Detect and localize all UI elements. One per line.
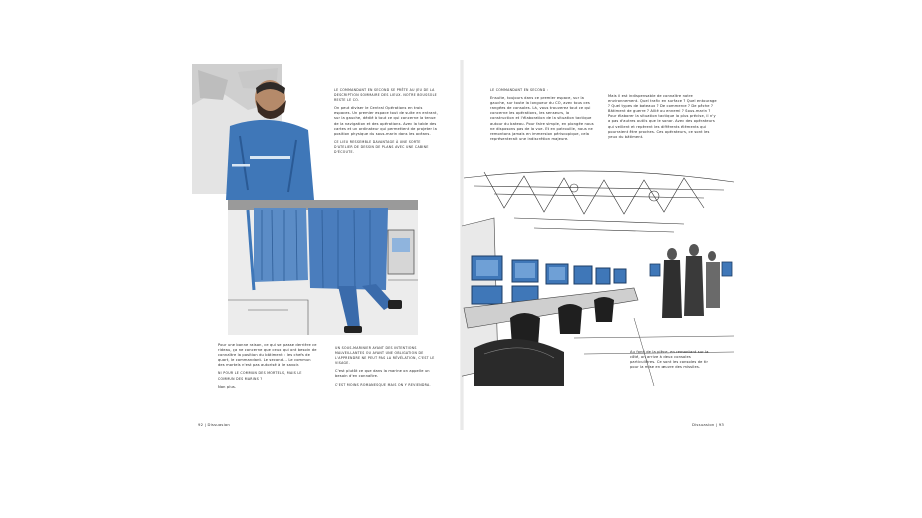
right-bottom-body: Au fond de la pièce, en remontant sur la côté, on arrive à deux consoles particulières. Ce sont les consoles de tir pour la mise en œuvre des missiles. — [630, 350, 709, 370]
right-bottom-text — [630, 350, 714, 373]
right-top-right-body: Mais il est indispensable de connaître notre environnement. Quel trafic en surface ? Quel entourage ? Quel types de bateaux ? De commerce ? De pêche ? Bâtiment de guerre ? Allié ou ennemi ? Sous-marin ? Pour élaborer la situation tactique la plus précise, il n'y a pas d'autres outils que le sonar. Avec des opérateurs qui veillent et repèrent les différents éléments qui pourraient être proches. Ces opérateurs, ce sont les yeux du bâtiment. — [608, 94, 717, 139]
left-folio-title: Dissuasion — [207, 422, 230, 427]
left-folio: 92 | Dissuasion — [198, 422, 230, 427]
right-top-right-text — [608, 94, 718, 143]
left-folio-number: 92 — [198, 422, 204, 427]
intro-body: On peut diviser le Central Opérations en trois espaces. Un premier espace tout de suite en entrant, sur la gauche, dédié à tout ce qui concerne la tenue de la navigation et des opérations. Avec la table des cartes et un ordinateur qui permettent de projeter la position physique du sous-marin dans les océans. — [334, 106, 438, 136]
bottom-short: Non plus. — [218, 384, 237, 389]
right-page — [462, 60, 736, 430]
left-page — [188, 60, 462, 430]
right-folio: Dissuasion | 93 — [692, 422, 724, 427]
intro-caps-2: CE LIEU RESSEMBLE DAVANTAGE À UNE SORTE D'ATELIER DE DESSIN DE PLANS AVEC UNE CABINE D'ÉCOUTE. — [334, 139, 429, 155]
book-spread — [188, 60, 736, 430]
right-folio-number: 93 — [718, 422, 724, 427]
bottom-caps-right: UN SOUS-MARINIER AYANT DES INTENTIONS MALVEILLANTES OU AYANT UNE OBLIGATION DE L'APPRENDRE NE PEUT PAS LA RÉVÉLATION, C'EST LE VISAGE. — [335, 346, 435, 366]
left-bottom-text — [218, 343, 318, 393]
right-top-left-text — [490, 88, 594, 145]
right-folio-title: Dissuasion — [692, 422, 715, 427]
bottom-body-right: C'est plutôt ce que dans la marine on appelle un besoin d'en connaître. — [335, 369, 430, 379]
bottom-caps: NI POUR LE COMMUN DES MORTELS, MAIS LE COMMUN DES MARINS ? — [218, 371, 302, 381]
right-top-left-caps: LE COMMANDANT EN SECOND : — [490, 88, 549, 92]
left-intro-text — [334, 88, 438, 158]
left-bottom-right-text — [335, 346, 443, 391]
intro-caps: LE COMMANDANT EN SECOND SE PRÊTE AU JEU DE LA DESCRIPTION SOMMAIRE DES LIEUX. NOTRE BOUSSOLE RESTE LE CO. — [334, 88, 437, 103]
bottom-body: Pour une bonne raison, ce qui se passe derrière ce rideau, ça ne concerne que ceux qui ont besoin de connaître la position du bâtiment : les chefs de quart, le commandant. Le second... Le commun des mortels n'est pas autorisé à le savoir. — [218, 343, 317, 368]
bottom-caps-right-2: C'EST MOINS ROMANESQUE MAIS ON Y REVIENDRA. — [335, 382, 431, 387]
right-top-left-body: Ensuite, toujours dans ce premier espace, sur la gauche, sur toute la longueur du CO, avec tous ces rangées de consoles. Là, vous trouverez tout ce qui concerne les opérations, les senseurs, la construction et l'élaboration de la situation tactique autour du bateau. Pour faire simple, en plongée nous ne disposons pas de la vue. Et en patrouille, nous ne remontons jamais en immersion périscopique, cela représenterait une indiscrétion majeure. — [490, 96, 594, 141]
